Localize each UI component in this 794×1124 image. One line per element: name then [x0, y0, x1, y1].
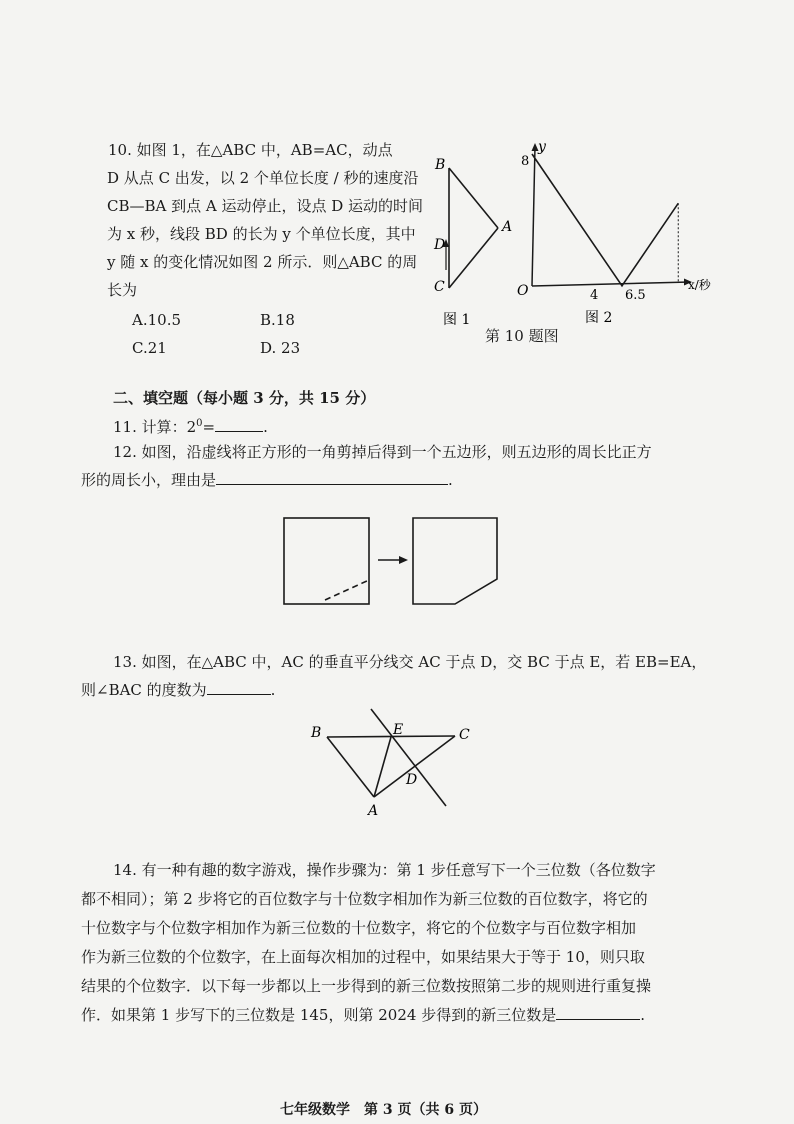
q14-line-4: 作为新三位数的个位数字，在上面每次相加的过程中，如果结果大于等于 10，则只取 — [81, 948, 645, 966]
q12-line-1: 12. 如图，沿虚线将正方形的一角剪掉后得到一个五边形，则五边形的周长比正方 — [113, 443, 652, 461]
label-a: A — [502, 219, 513, 235]
figure-1-caption: 图 1 — [443, 312, 471, 328]
pentagon-shape — [413, 518, 497, 604]
origin-label: O — [517, 283, 529, 299]
x-axis-label: x/秒 — [688, 278, 711, 292]
q12-line-2 — [81, 470, 453, 490]
q12-end: . — [448, 471, 453, 489]
q10-option-d: D. 23 — [260, 339, 301, 357]
q11-exponent: 0 — [196, 418, 203, 429]
q10-option-c: C.21 — [132, 339, 167, 357]
label-c: C — [459, 727, 470, 743]
y-tick-label: 8 — [521, 154, 530, 169]
q11-end: . — [263, 418, 268, 436]
segment-ca — [449, 228, 498, 288]
q14-line-6-text: 作．如果第 1 步写下的三位数是 145，则第 2024 步得到的新三位数是 — [81, 1006, 557, 1024]
q12-figure — [280, 510, 502, 610]
q10-line-6: 长为 — [107, 281, 138, 299]
label-b: B — [311, 725, 322, 741]
q14-end: . — [640, 1006, 645, 1024]
q12-answer-blank[interactable] — [216, 470, 448, 485]
q14-line-6 — [81, 1005, 645, 1025]
q11-line — [113, 414, 268, 437]
q10-line-2: D 从点 C 出发，以 2 个单位长度 / 秒的速度沿 — [107, 169, 419, 187]
figure-2-caption: 图 2 — [585, 310, 613, 326]
label-c: C — [434, 279, 445, 295]
q14-line-1: 14. 有一种有趣的数字游戏，操作步骤为：第 1 步任意写下一个三位数（各位数字 — [113, 861, 656, 879]
square-shape — [284, 518, 369, 604]
y-axis-label: y — [538, 139, 546, 155]
q13-line-2-prefix: 则∠BAC 的度数为 — [81, 681, 207, 699]
q14-line-5: 结果的个位数字．以下每一步都以上一步得到的新三位数按照第二步的规则进行重复操 — [81, 977, 652, 995]
q10-line-5: y 随 x 的变化情况如图 2 所示．则△ABC 的周 — [107, 253, 418, 271]
x-axis — [532, 282, 690, 286]
q13-line-2 — [81, 680, 275, 700]
q12-line-2-prefix: 形的周长小，理由是 — [81, 471, 217, 489]
q13-line-1: 13. 如图，在△ABC 中，AC 的垂直平分线交 AC 于点 D，交 BC 于点 E，若 EB=EA， — [113, 653, 707, 671]
q10-line-3: CB—BA 到点 A 运动停止，设点 D 运动的时间 — [107, 197, 424, 215]
q13-answer-blank[interactable] — [207, 680, 271, 695]
label-d: D — [406, 772, 418, 788]
arrow-right-icon — [399, 556, 408, 564]
q14-answer-blank[interactable] — [556, 1005, 640, 1020]
q11-equals: = — [202, 418, 216, 436]
q10-option-a: A.10.5 — [132, 311, 181, 329]
cut-dashed-line — [325, 580, 369, 600]
q10-line-1: 10. 如图 1，在△ABC 中，AB=AC，动点 — [108, 141, 393, 159]
q11-prefix: 11. 计算：2 — [113, 418, 197, 436]
y-axis — [532, 146, 535, 286]
segment-ba — [449, 168, 498, 228]
label-b: B — [435, 157, 446, 173]
q13-end: . — [270, 681, 276, 699]
q11-answer-blank[interactable] — [215, 417, 263, 432]
q10-figure-caption: 第 10 题图 — [485, 327, 559, 345]
label-e: E — [393, 722, 404, 738]
q10-line-4: 为 x 秒，线段 BD 的长为 y 个单位长度，其中 — [107, 225, 416, 243]
series-bd-line — [532, 154, 678, 286]
q13-figure — [305, 705, 480, 823]
q10-figure-2 — [505, 138, 715, 328]
x-tick-label-6-5: 6.5 — [625, 288, 646, 303]
segment-ba — [327, 737, 374, 797]
x-tick-label-4: 4 — [590, 288, 599, 303]
q14-line-3: 十位数字与个位数字相加作为新三位数的十位数字，将它的个位数字与百位数字相加 — [81, 919, 637, 937]
page-footer: 七年级数学 第 3 页（共 6 页） — [280, 1102, 487, 1118]
q14-line-2: 都不相同）；第 2 步将它的百位数字与十位数字相加作为新三位数的百位数字，将它的 — [81, 890, 648, 908]
segment-ae — [374, 737, 391, 797]
label-d: D — [434, 237, 446, 253]
label-a: A — [368, 803, 379, 819]
q10-option-b: B.18 — [260, 311, 295, 329]
section-2-heading: 二、填空题（每小题 3 分，共 15 分） — [113, 389, 376, 407]
